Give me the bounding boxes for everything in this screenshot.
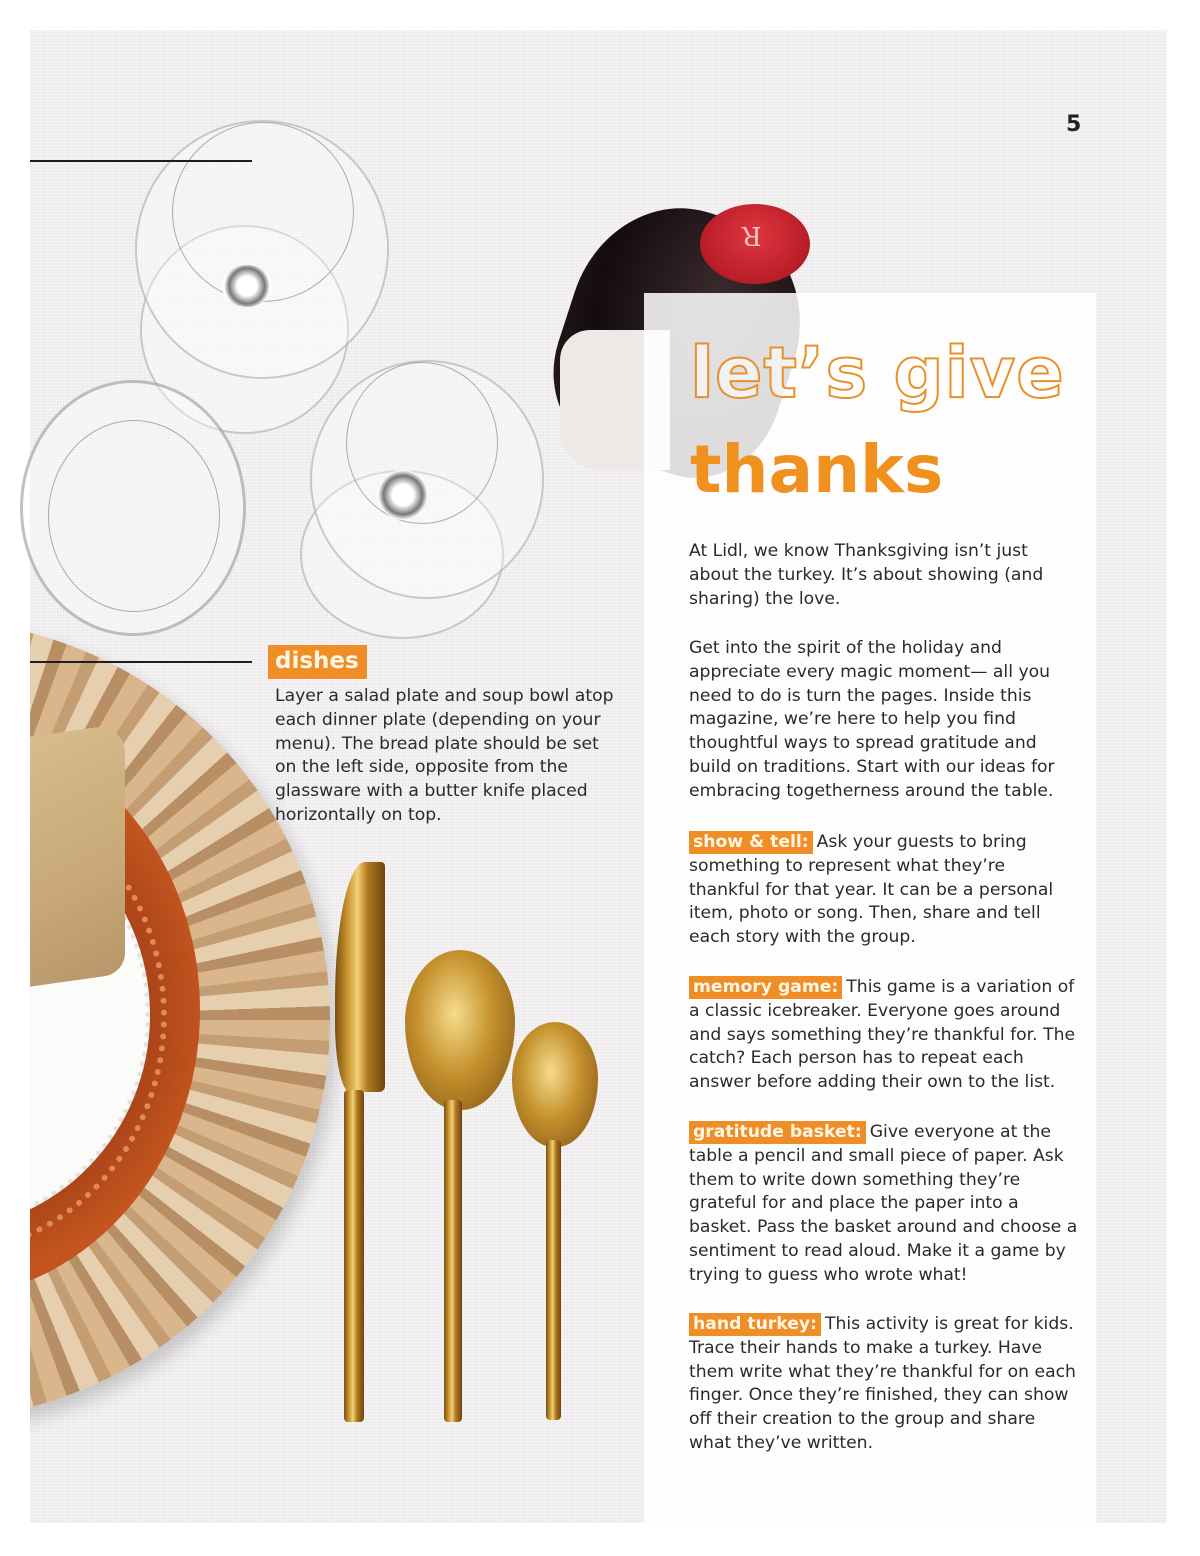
idea-text: This activity is great for kids. Trace their hands to make a turkey. Have them write what they’re thankful for on each finger. Once they’re finished, they can show off their creation to the group and share what they’ve written.: [689, 1314, 1076, 1453]
divider-rule-dishes: [30, 661, 252, 663]
idea-memory-game: [689, 976, 1079, 1095]
dishes-callout-text: Layer a salad plate and soup bowl atop each dinner plate (depending on your menu). The bread plate should be set on the left side, opposite from the glassware with a butter knife placed horizontally on top.: [275, 686, 614, 825]
gold-tablespoon-handle: [444, 1100, 462, 1422]
gold-knife-handle: [344, 1090, 364, 1422]
idea-gratitude-basket: [689, 1121, 1079, 1288]
intro-paragraph-1: At Lidl, we know Thanksgiving isn’t just about the turkey. It’s about showing (and sharing) the love.: [689, 541, 1044, 609]
linen-napkin: [30, 723, 125, 986]
idea-text: Ask your guests to bring something to represent what they’re thankful for that year. It can be a personal item, photo or song. Then, share and tell each story with the group.: [689, 832, 1054, 948]
idea-label: hand turkey:: [689, 1313, 821, 1336]
idea-text: Give everyone at the table a pencil and small piece of paper. Ask them to write down something they’re grateful for and place the paper into a basket. Pass the basket around and choose a sentiment to read aloud. Make it a game by trying to guess who wrote what!: [689, 1122, 1078, 1285]
page-number: 5: [1066, 112, 1082, 137]
headline-line-2: thanks: [690, 431, 944, 508]
capsule-monogram: R: [742, 220, 762, 250]
intro-paragraph-2: Get into the spirit of the holiday and appreciate every magic moment— all you need to do is turn the pages. Inside this magazine, we’re here to help you find thoughtful ways to spread gratitude and build on traditions. Start with our ideas for embracing togetherness around the table.: [689, 638, 1055, 801]
idea-label: show & tell:: [689, 831, 813, 854]
dishes-callout-label: dishes: [268, 645, 367, 679]
idea-text: This game is a variation of a classic icebreaker. Everyone goes around and says something they’re thankful for. The catch? Each person has to repeat each answer before adding their own to the list.: [689, 977, 1076, 1093]
idea-label: memory game:: [689, 976, 842, 999]
headline-line-1: let’s give: [690, 332, 1065, 414]
gold-teaspoon-handle: [546, 1140, 561, 1420]
idea-hand-turkey: [689, 1313, 1079, 1456]
divider-rule-top: [30, 160, 252, 162]
idea-label: gratitude basket:: [689, 1121, 866, 1144]
idea-show-and-tell: [689, 831, 1079, 950]
